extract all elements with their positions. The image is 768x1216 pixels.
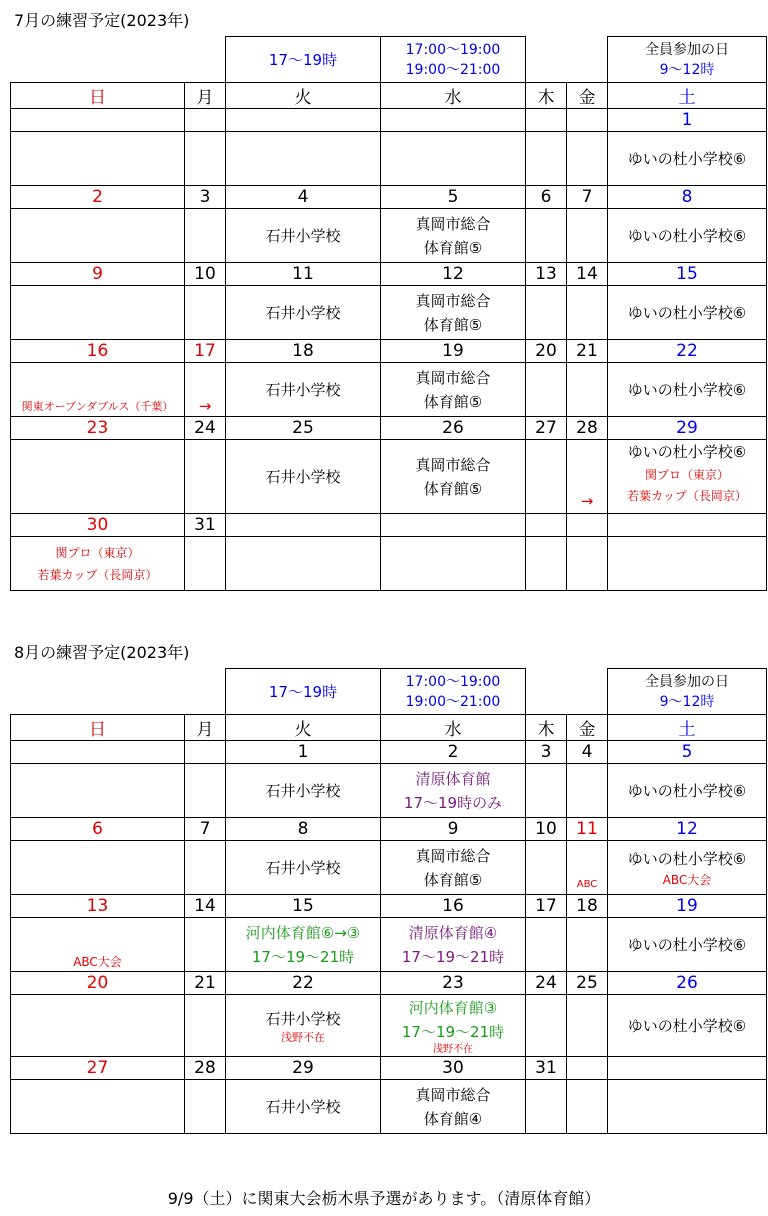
- arrow-icon: →: [198, 397, 212, 415]
- day-number: 11: [226, 263, 381, 286]
- wed-venue-1: 真岡市総合: [415, 455, 491, 474]
- footer-note: 9/9（土）に関東大会栃木県予選があります。（清原体育館）: [167, 1189, 601, 1208]
- day-number: 15: [608, 263, 767, 286]
- dow-sat: 土: [608, 715, 767, 741]
- day-number: 27: [11, 1057, 185, 1080]
- day-number: 7: [185, 818, 226, 841]
- tue-venue: 石井小学校: [226, 440, 381, 514]
- dow-fri: 金: [567, 83, 608, 109]
- day-number: 12: [381, 263, 526, 286]
- event-note: 若葉カップ（長岡京）: [37, 567, 158, 582]
- day-number: 9: [11, 263, 185, 286]
- tue-venue-2: 17〜19〜21時: [251, 947, 355, 966]
- day-number: 13: [11, 895, 185, 918]
- day-number: 2: [381, 741, 526, 764]
- day-number: 14: [185, 895, 226, 918]
- day-number: 4: [226, 186, 381, 209]
- day-number: 30: [11, 514, 185, 537]
- day-number: 13: [526, 263, 567, 286]
- july-wed-time-2: 19:00〜21:00: [405, 61, 501, 78]
- day-number: 9: [381, 818, 526, 841]
- day-number: 28: [567, 417, 608, 440]
- day-number: 21: [185, 972, 226, 995]
- day-number: 6: [11, 818, 185, 841]
- dow-tue: 火: [226, 83, 381, 109]
- dow-wed: 水: [381, 83, 526, 109]
- sat-venue: ゆいの杜小学校⑥: [608, 286, 767, 340]
- day-number: 3: [526, 741, 567, 764]
- event-note: ABC: [576, 879, 598, 890]
- dow-thu: 木: [526, 715, 567, 741]
- day-number: 23: [11, 417, 185, 440]
- july-wed-time-1: 17:00〜19:00: [405, 41, 501, 58]
- dow-tue: 火: [226, 715, 381, 741]
- tue-venue: 石井小学校: [226, 1080, 381, 1134]
- august-calendar: [10, 668, 767, 1134]
- day-number: 5: [608, 741, 767, 764]
- july-title: 7月の練習予定(2023年): [14, 11, 190, 30]
- sat-venue: ゆいの杜小学校⑥: [608, 764, 767, 818]
- dow-sun: 日: [11, 715, 185, 741]
- day-number: 10: [526, 818, 567, 841]
- wed-venue-1: 清原体育館: [415, 769, 491, 788]
- dow-mon: 月: [185, 715, 226, 741]
- august-wed-time-1: 17:00〜19:00: [405, 673, 501, 690]
- july-calendar: [10, 36, 767, 591]
- august-sat-time: 9〜12時: [659, 693, 715, 710]
- wed-venue-1: 河内体育館③: [408, 998, 498, 1017]
- day-number: 5: [381, 186, 526, 209]
- day-number: 29: [608, 417, 767, 440]
- wed-venue-1: 真岡市総合: [415, 214, 491, 233]
- wed-venue-2: 体育館⑤: [423, 870, 483, 889]
- absence-note: 浅野不在: [281, 1030, 325, 1044]
- day-number: 17: [185, 340, 226, 363]
- day-number: 25: [226, 417, 381, 440]
- day-number: 23: [381, 972, 526, 995]
- wed-venue-2: 体育館④: [423, 1109, 483, 1128]
- wed-venue-2: 体育館⑤: [423, 238, 483, 257]
- event-note: ABC大会: [662, 872, 712, 887]
- day-number: 25: [567, 972, 608, 995]
- day-number: 22: [608, 340, 767, 363]
- dow-sun: 日: [11, 83, 185, 109]
- day-number: 24: [526, 972, 567, 995]
- july-tue-time: 17〜19時: [226, 37, 381, 83]
- tue-venue: 石井小学校: [226, 764, 381, 818]
- wed-venue-2: 体育館⑤: [423, 479, 483, 498]
- day-number: 12: [608, 818, 767, 841]
- day-number: 30: [381, 1057, 526, 1080]
- absence-note: 浅野不在: [433, 1043, 473, 1055]
- day-number: 14: [567, 263, 608, 286]
- sat-venue: ゆいの杜小学校⑥: [608, 363, 767, 417]
- tue-venue: 石井小学校: [226, 286, 381, 340]
- july-sat-note: 全員参加の日: [645, 41, 729, 58]
- day-number: 2: [11, 186, 185, 209]
- dow-thu: 木: [526, 83, 567, 109]
- day-number: 20: [11, 972, 185, 995]
- arrow-icon: →: [580, 492, 594, 510]
- day-number: 16: [381, 895, 526, 918]
- sat-venue: ゆいの杜小学校⑥: [608, 132, 767, 186]
- tue-venue: 石井小学校: [226, 209, 381, 263]
- tue-venue: 石井小学校: [226, 841, 381, 895]
- dow-wed: 水: [381, 715, 526, 741]
- event-note: 関プロ（東京）: [55, 545, 140, 560]
- day-number: 24: [185, 417, 226, 440]
- day-number: 18: [226, 340, 381, 363]
- day-number: 31: [185, 514, 226, 537]
- august-wed-time-2: 19:00〜21:00: [405, 693, 501, 710]
- day-number: 1: [608, 109, 767, 132]
- july-sat-time: 9〜12時: [659, 61, 715, 78]
- day-number: 4: [567, 741, 608, 764]
- day-number: 17: [526, 895, 567, 918]
- day-number: 16: [11, 340, 185, 363]
- day-number: 15: [226, 895, 381, 918]
- sat-venue: ゆいの杜小学校⑥: [627, 849, 747, 868]
- sat-venue: ゆいの杜小学校⑥: [608, 209, 767, 263]
- wed-venue-2: 17〜19〜21時: [401, 1022, 505, 1041]
- dow-mon: 月: [185, 83, 226, 109]
- day-number: 7: [567, 186, 608, 209]
- wed-venue-1: 真岡市総合: [415, 846, 491, 865]
- day-number: 26: [381, 417, 526, 440]
- august-title: 8月の練習予定(2023年): [14, 643, 190, 662]
- day-number: 8: [608, 186, 767, 209]
- dow-fri: 金: [567, 715, 608, 741]
- sat-venue: ゆいの杜小学校⑥: [608, 918, 767, 972]
- day-number: 19: [381, 340, 526, 363]
- day-number: 29: [226, 1057, 381, 1080]
- event-note: ABC大会: [73, 955, 122, 969]
- wed-venue-2: 体育館⑤: [423, 392, 483, 411]
- day-number: 20: [526, 340, 567, 363]
- august-sat-note: 全員参加の日: [645, 673, 729, 690]
- day-number: 21: [567, 340, 608, 363]
- dow-sat: 土: [608, 83, 767, 109]
- wed-venue-2: 17〜19時のみ: [403, 793, 503, 812]
- day-number: 26: [608, 972, 767, 995]
- wed-venue-1: 真岡市総合: [415, 291, 491, 310]
- day-number: 1: [226, 741, 381, 764]
- day-number: 10: [185, 263, 226, 286]
- wed-venue-2: 17〜19〜21時: [401, 947, 505, 966]
- wed-venue-1: 真岡市総合: [415, 1085, 491, 1104]
- day-number: 19: [608, 895, 767, 918]
- day-number: 22: [226, 972, 381, 995]
- sat-venue: ゆいの杜小学校⑥: [608, 995, 767, 1057]
- wed-venue-1: 清原体育館④: [408, 923, 498, 942]
- day-number: 31: [526, 1057, 567, 1080]
- wed-venue-2: 体育館⑤: [423, 315, 483, 334]
- tue-venue: 石井小学校: [265, 1009, 341, 1028]
- day-number: 18: [567, 895, 608, 918]
- event-note: 若葉カップ（長岡京）: [627, 489, 747, 503]
- august-tue-time: 17〜19時: [226, 669, 381, 715]
- day-number: 28: [185, 1057, 226, 1080]
- day-number: 8: [226, 818, 381, 841]
- wed-venue-1: 真岡市総合: [415, 368, 491, 387]
- sat-venue: ゆいの杜小学校⑥: [627, 443, 747, 461]
- tue-venue-1: 河内体育館⑥→③: [245, 923, 361, 942]
- event-note: 関プロ（東京）: [644, 468, 729, 482]
- tue-venue: 石井小学校: [226, 363, 381, 417]
- event-note: 関東オープンダブルス（千葉）: [21, 400, 174, 413]
- day-number: 6: [526, 186, 567, 209]
- day-number: 11: [567, 818, 608, 841]
- day-number: 27: [526, 417, 567, 440]
- day-number: 3: [185, 186, 226, 209]
